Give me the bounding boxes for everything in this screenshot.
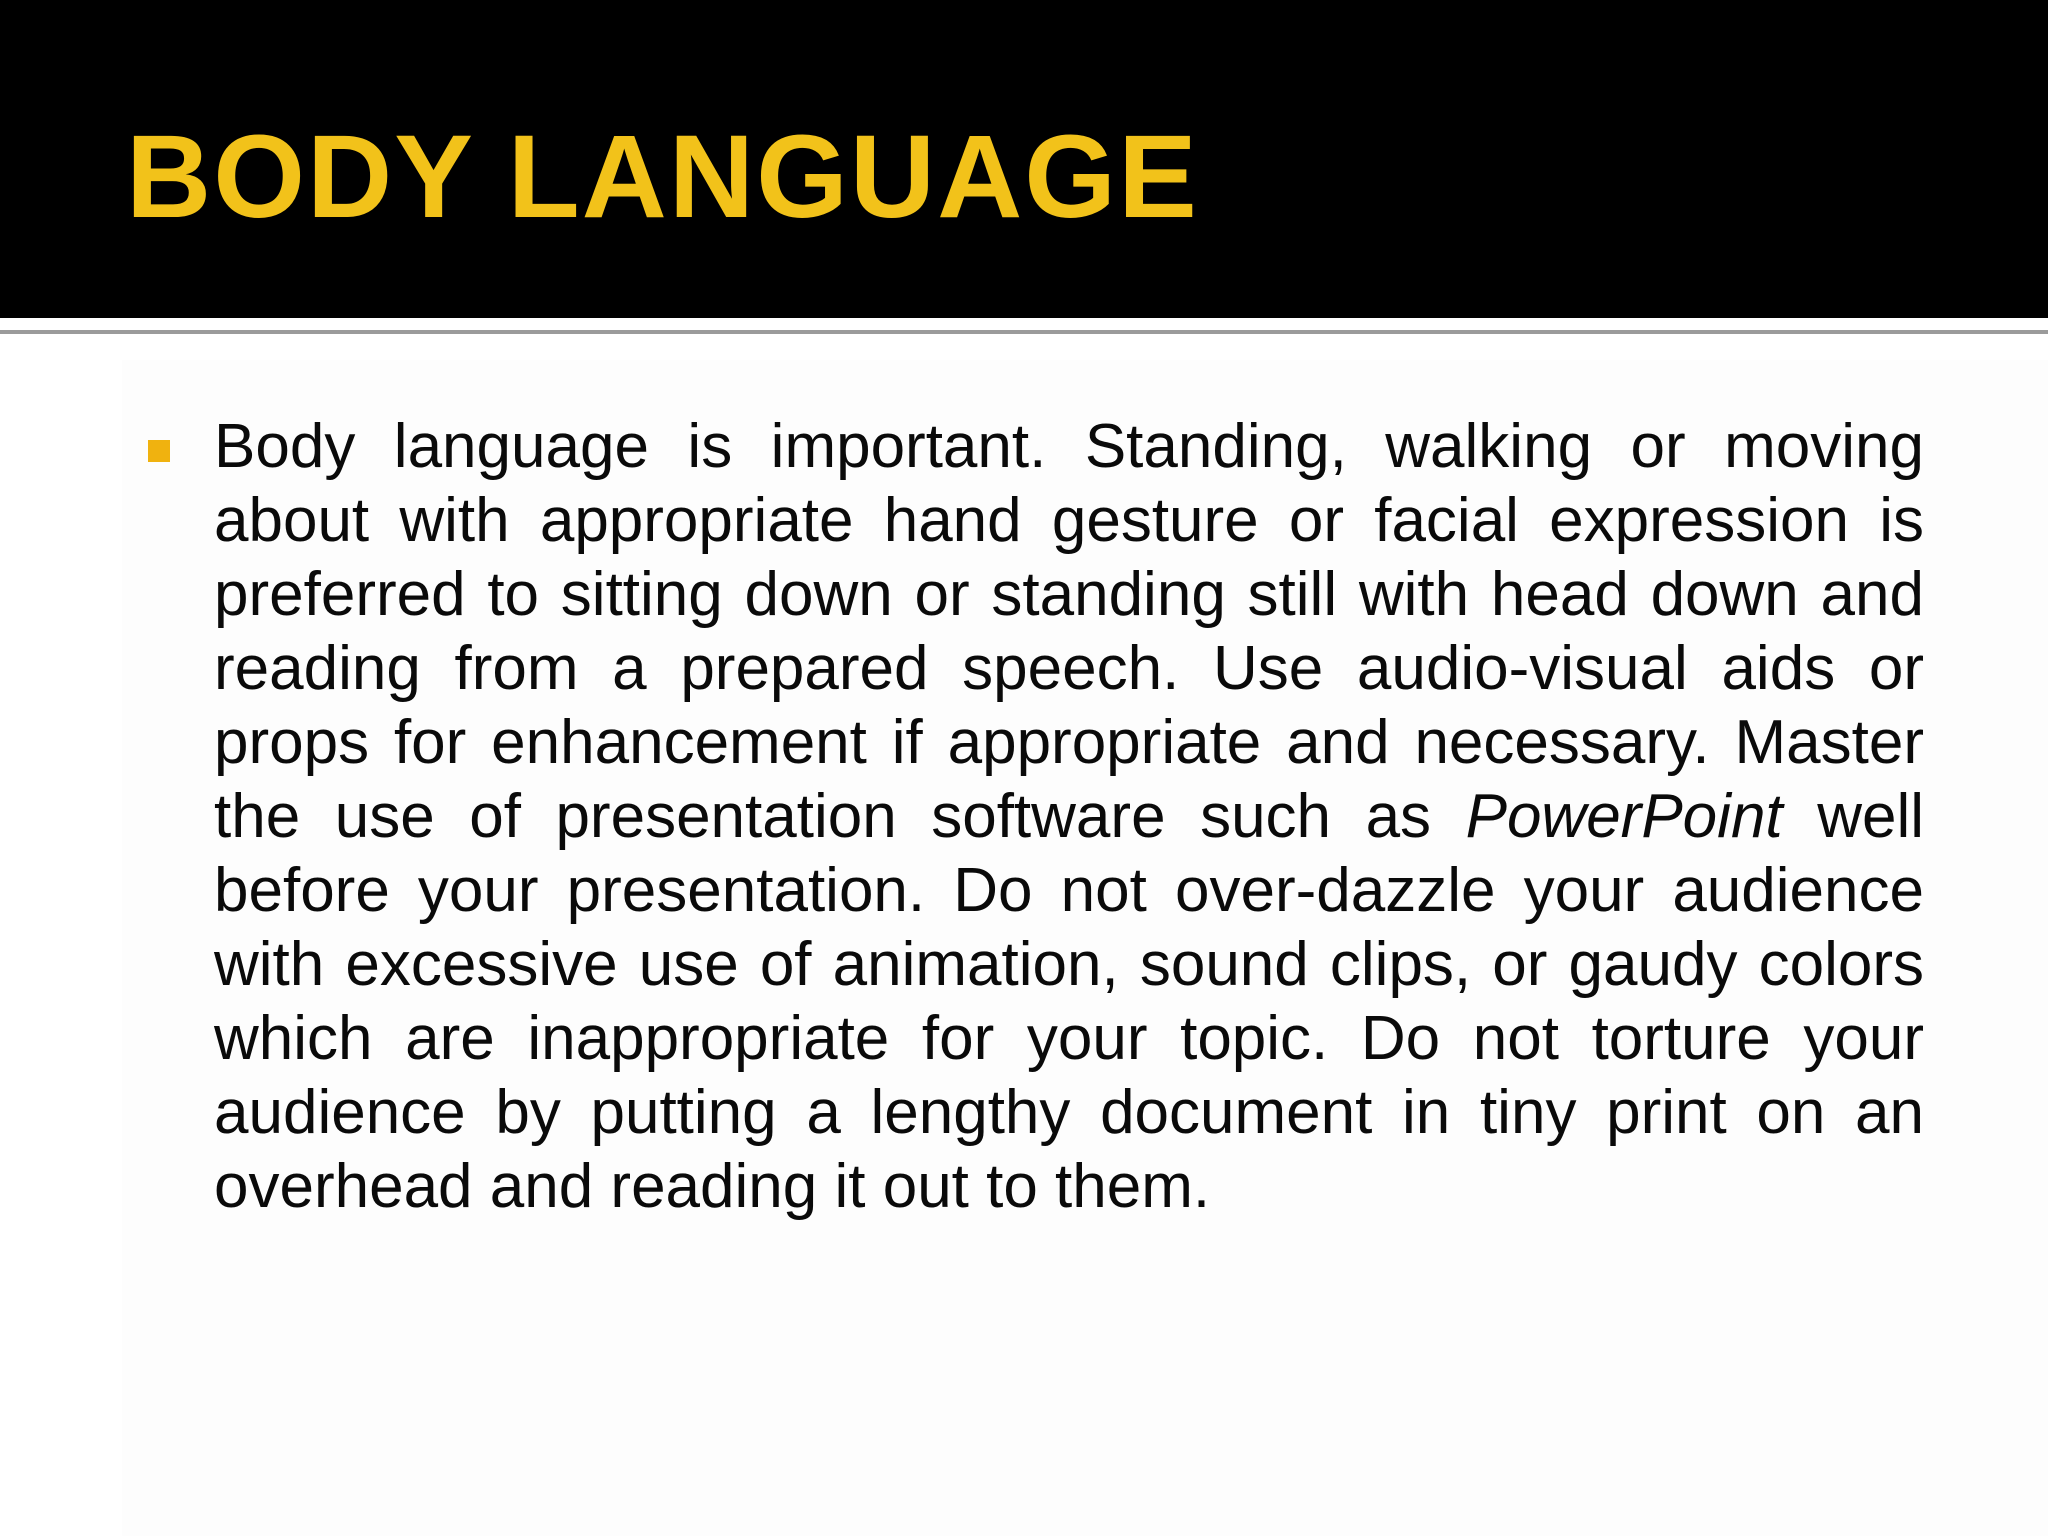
powerpoint-emphasis: PowerPoint: [1465, 782, 1783, 851]
slide-title: BODY LANGUAGE: [126, 111, 1199, 243]
bullet-text-part-1: Body language is important. Standing, walking or moving about with appropriate hand gesture or facial expression is preferred to sitting down or standing still with head down and reading from a prepared speech. Use audio-visual aids or props for enhancement if appropriate and necessary. Master the use of presentation software such as: [214, 412, 1924, 851]
bullet-text-part-2: well before your presentation. Do not over-dazzle your audience with excessive use of animation, sound clips, or gaudy colors which are inappropriate for your topic. Do not torture your audience by putting a lengthy document in tiny print on an overhead and reading it out to them.: [214, 782, 1924, 1221]
title-divider: [0, 330, 2048, 334]
title-bar: [0, 0, 2048, 318]
square-bullet-icon: [148, 440, 170, 462]
bullet-text: [214, 410, 1924, 1224]
